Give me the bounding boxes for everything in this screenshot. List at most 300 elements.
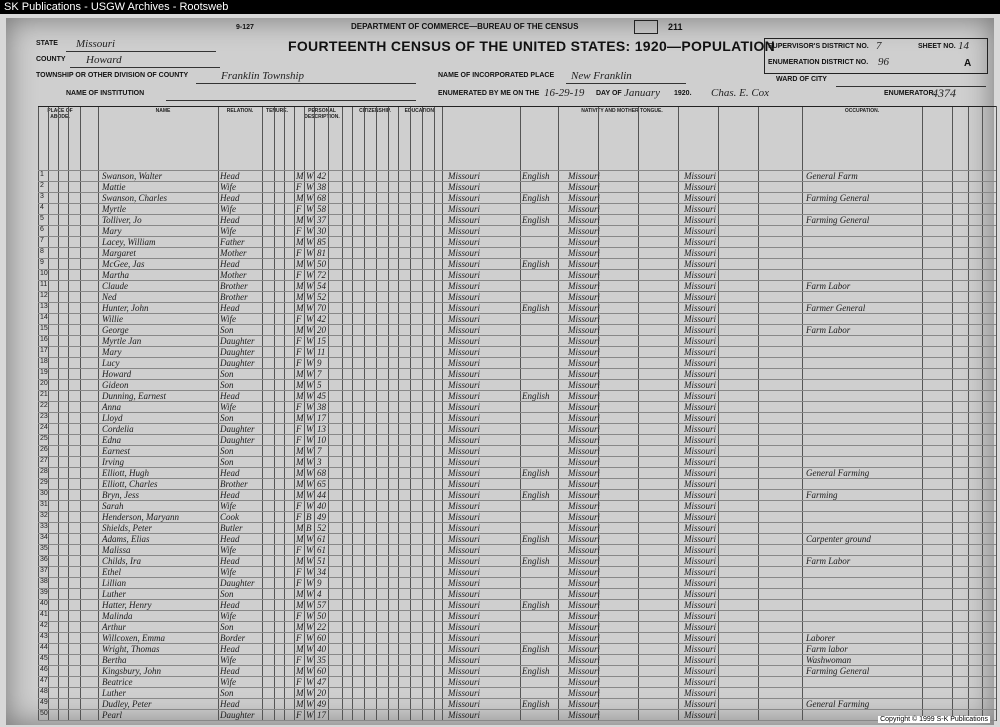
person-name: Wright, Thomas — [102, 644, 160, 654]
relation: Head — [220, 666, 240, 676]
birthplace: Missouri — [448, 182, 481, 192]
birthplace: Missouri — [448, 512, 481, 522]
birthplace: Missouri — [448, 446, 481, 456]
census-page — [6, 18, 994, 725]
father-birthplace: Missouri — [568, 369, 601, 379]
row-number: 25 — [40, 435, 48, 442]
relation: Head — [220, 699, 240, 709]
mother-birthplace: Missouri — [684, 490, 717, 500]
grid-row-rule — [38, 335, 996, 336]
mother-birthplace: Missouri — [684, 424, 717, 434]
relation: Wife — [220, 182, 236, 192]
race: W — [306, 193, 314, 203]
age: 35 — [317, 655, 326, 665]
race: W — [306, 204, 314, 214]
race: W — [306, 556, 314, 566]
person-name: Gideon — [102, 380, 129, 390]
ward-label: WARD OF CITY — [776, 76, 827, 83]
sex: F — [296, 677, 302, 687]
relation: Head — [220, 303, 240, 313]
age: 57 — [317, 600, 326, 610]
race: W — [306, 677, 314, 687]
sex: F — [296, 512, 302, 522]
person-name: Hunter, John — [102, 303, 149, 313]
age: 52 — [317, 523, 326, 533]
state-value: Missouri — [76, 38, 116, 50]
person-name: Margaret — [102, 248, 136, 258]
father-birthplace: Missouri — [568, 424, 601, 434]
mother-tongue: English — [522, 391, 550, 401]
occupation: Farmer General — [806, 303, 866, 313]
birthplace: Missouri — [448, 226, 481, 236]
mother-tongue: English — [522, 644, 550, 654]
grid-column-rule — [314, 106, 315, 721]
father-birthplace: Missouri — [568, 435, 601, 445]
mother-birthplace: Missouri — [684, 270, 717, 280]
relation: Head — [220, 534, 240, 544]
person-name: Arthur — [102, 622, 127, 632]
grid-column-rule — [434, 106, 435, 721]
grid-column-rule — [58, 106, 59, 721]
birthplace: Missouri — [448, 688, 481, 698]
father-birthplace: Missouri — [568, 270, 601, 280]
relation: Head — [220, 171, 240, 181]
person-name: Malissa — [102, 545, 131, 555]
race: W — [306, 182, 314, 192]
sex: M — [296, 589, 304, 599]
person-name: Lacey, William — [102, 237, 156, 247]
person-name: Dudley, Peter — [102, 699, 152, 709]
relation: Wife — [220, 655, 236, 665]
enumerated-day: 16-29-19 — [544, 87, 585, 99]
relation: Cook — [220, 512, 239, 522]
sex: M — [296, 446, 304, 456]
birthplace: Missouri — [448, 435, 481, 445]
row-number: 3 — [40, 193, 44, 200]
age: 60 — [317, 633, 326, 643]
sex: M — [296, 688, 304, 698]
age: 9 — [317, 578, 322, 588]
county-line — [70, 67, 220, 68]
father-birthplace: Missouri — [568, 578, 601, 588]
mother-birthplace: Missouri — [684, 567, 717, 577]
mother-birthplace: Missouri — [684, 281, 717, 291]
birthplace: Missouri — [448, 501, 481, 511]
race: B — [306, 523, 312, 533]
row-number: 39 — [40, 589, 48, 596]
sex: M — [296, 281, 304, 291]
relation: Father — [220, 237, 245, 247]
mother-birthplace: Missouri — [684, 380, 717, 390]
grid-column-rule — [520, 106, 521, 721]
father-birthplace: Missouri — [568, 512, 601, 522]
mother-birthplace: Missouri — [684, 413, 717, 423]
grid-column-rule — [352, 106, 353, 721]
department-heading: DEPARTMENT OF COMMERCE—BUREAU OF THE CENSUS — [351, 22, 579, 31]
sheet-letter: A — [964, 58, 972, 69]
relation: Wife — [220, 226, 236, 236]
person-name: Myrtle Jan — [102, 336, 142, 346]
birthplace: Missouri — [448, 248, 481, 258]
mother-birthplace: Missouri — [684, 215, 717, 225]
sex: F — [296, 435, 302, 445]
person-name: Hatter, Henry — [102, 600, 152, 610]
grid-column-rule — [218, 106, 219, 721]
race: W — [306, 358, 314, 368]
grid-column-rule — [274, 106, 275, 721]
relation: Daughter — [220, 424, 255, 434]
person-name: Lucy — [102, 358, 120, 368]
birthplace: Missouri — [448, 193, 481, 203]
mother-birthplace: Missouri — [684, 589, 717, 599]
occupation: Farm Labor — [806, 281, 851, 291]
person-name: Anna — [102, 402, 121, 412]
relation: Wife — [220, 204, 236, 214]
row-number: 41 — [40, 611, 48, 618]
row-number: 24 — [40, 424, 48, 431]
person-name: Swanson, Charles — [102, 193, 168, 203]
grid-column-rule — [364, 106, 365, 721]
row-number: 21 — [40, 391, 48, 398]
race: W — [306, 303, 314, 313]
father-birthplace: Missouri — [568, 457, 601, 467]
mother-birthplace: Missouri — [684, 314, 717, 324]
mother-birthplace: Missouri — [684, 204, 717, 214]
mother-birthplace: Missouri — [684, 182, 717, 192]
grid-column-rule — [422, 106, 423, 721]
race: W — [306, 369, 314, 379]
enumerator-value: Chas. E. Cox — [711, 87, 770, 99]
grid-row-rule — [38, 313, 996, 314]
mother-birthplace: Missouri — [684, 468, 717, 478]
person-name: Luther — [102, 589, 127, 599]
birthplace: Missouri — [448, 699, 481, 709]
grid-row-rule — [38, 577, 996, 578]
grid-row-rule — [38, 621, 996, 622]
sex: M — [296, 457, 304, 467]
father-birthplace: Missouri — [568, 292, 601, 302]
mother-birthplace: Missouri — [684, 677, 717, 687]
mother-birthplace: Missouri — [684, 633, 717, 643]
relation: Mother — [220, 248, 247, 258]
age: 70 — [317, 303, 326, 313]
race: W — [306, 611, 314, 621]
age: 17 — [317, 710, 326, 720]
person-name: Mary — [102, 226, 122, 236]
age: 40 — [317, 501, 326, 511]
sex: F — [296, 567, 302, 577]
mother-tongue: English — [522, 171, 550, 181]
row-number: 31 — [40, 501, 48, 508]
occupation: Laborer — [806, 633, 836, 643]
grid-column-rule — [638, 106, 639, 721]
relation: Son — [220, 688, 234, 698]
relation: Head — [220, 644, 240, 654]
person-name: McGee, Jas — [102, 259, 145, 269]
father-birthplace: Missouri — [568, 501, 601, 511]
father-birthplace: Missouri — [568, 259, 601, 269]
relation: Son — [220, 457, 234, 467]
age: 22 — [317, 622, 326, 632]
person-name: Irving — [102, 457, 124, 467]
occupation: Farm labor — [806, 644, 848, 654]
relation: Wife — [220, 567, 236, 577]
sex: M — [296, 666, 304, 676]
age: 60 — [317, 666, 326, 676]
father-birthplace: Missouri — [568, 699, 601, 709]
grid-column-rule — [558, 106, 559, 721]
row-number: 49 — [40, 699, 48, 706]
col-citizenship: CITIZENSHIP. — [359, 108, 391, 114]
sex: M — [296, 622, 304, 632]
row-number: 2 — [40, 182, 44, 189]
mother-birthplace: Missouri — [684, 710, 717, 720]
birthplace: Missouri — [448, 578, 481, 588]
grid-row-rule — [38, 676, 996, 677]
birthplace: Missouri — [448, 655, 481, 665]
grid-column-rule — [342, 106, 343, 721]
birthplace: Missouri — [448, 325, 481, 335]
relation: Daughter — [220, 435, 255, 445]
race: W — [306, 237, 314, 247]
father-birthplace: Missouri — [568, 215, 601, 225]
institution-label: NAME OF INSTITUTION — [66, 90, 145, 97]
birthplace: Missouri — [448, 600, 481, 610]
occupation: Farming General — [806, 215, 870, 225]
row-number: 11 — [40, 281, 48, 288]
race: W — [306, 589, 314, 599]
sex: M — [296, 325, 304, 335]
sex: M — [296, 479, 304, 489]
ward-line — [836, 86, 986, 87]
race: W — [306, 314, 314, 324]
birthplace: Missouri — [448, 666, 481, 676]
occupation: General Farming — [806, 468, 870, 478]
grid-column-rule — [48, 106, 49, 721]
grid-row-rule — [38, 401, 996, 402]
relation: Son — [220, 380, 234, 390]
row-number: 15 — [40, 325, 48, 332]
mother-birthplace: Missouri — [684, 347, 717, 357]
supervisor-label: SUPERVISOR'S DISTRICT NO. — [768, 43, 869, 50]
person-name: Bertha — [102, 655, 127, 665]
race: W — [306, 479, 314, 489]
grid-column-rule — [98, 106, 99, 721]
row-number: 23 — [40, 413, 48, 420]
row-number: 36 — [40, 556, 48, 563]
race: W — [306, 490, 314, 500]
person-name: Luther — [102, 688, 127, 698]
birthplace: Missouri — [448, 633, 481, 643]
birthplace: Missouri — [448, 424, 481, 434]
mother-birthplace: Missouri — [684, 556, 717, 566]
age: 38 — [317, 182, 326, 192]
relation: Head — [220, 193, 240, 203]
race: W — [306, 270, 314, 280]
person-name: George — [102, 325, 129, 335]
row-number: 1 — [40, 171, 44, 178]
state-line — [66, 51, 216, 52]
age: 68 — [317, 193, 326, 203]
grid-row-rule — [38, 203, 996, 204]
father-birthplace: Missouri — [568, 523, 601, 533]
person-name: Sarah — [102, 501, 124, 511]
grid-row-rule — [38, 709, 996, 710]
age: 85 — [317, 237, 326, 247]
relation: Brother — [220, 479, 248, 489]
birthplace: Missouri — [448, 336, 481, 346]
race: W — [306, 402, 314, 412]
father-birthplace: Missouri — [568, 336, 601, 346]
race: W — [306, 501, 314, 511]
row-number: 44 — [40, 644, 48, 651]
age: 30 — [317, 226, 326, 236]
person-name: Edna — [102, 435, 121, 445]
grid-column-rule — [410, 106, 411, 721]
sex: F — [296, 226, 302, 236]
grid-row-rule — [38, 181, 996, 182]
mother-birthplace: Missouri — [684, 611, 717, 621]
mother-tongue: English — [522, 600, 550, 610]
relation: Daughter — [220, 347, 255, 357]
person-name: Mattie — [102, 182, 126, 192]
occupation: General Farming — [806, 699, 870, 709]
person-name: Henderson, Maryann — [102, 512, 179, 522]
person-name: Shields, Peter — [102, 523, 152, 533]
person-name: Willie — [102, 314, 123, 324]
mother-tongue: English — [522, 259, 550, 269]
father-birthplace: Missouri — [568, 303, 601, 313]
sex: M — [296, 391, 304, 401]
supervisor-value: 7 — [876, 40, 882, 52]
mother-birthplace: Missouri — [684, 501, 717, 511]
copyright-notice: Copyright © 1999 S-K Publications — [880, 716, 988, 723]
birthplace: Missouri — [448, 204, 481, 214]
mother-birthplace: Missouri — [684, 369, 717, 379]
sex: F — [296, 358, 302, 368]
father-birthplace: Missouri — [568, 204, 601, 214]
age: 10 — [317, 435, 326, 445]
person-name: Elliott, Charles — [102, 479, 158, 489]
col-name: NAME — [155, 108, 171, 114]
grid-row-rule — [38, 357, 996, 358]
grid-column-rule — [68, 106, 69, 721]
grid-row-rule — [38, 720, 996, 721]
age: 50 — [317, 611, 326, 621]
mother-birthplace: Missouri — [684, 303, 717, 313]
grid-row-rule — [38, 511, 996, 512]
row-number: 5 — [40, 215, 44, 222]
birthplace: Missouri — [448, 215, 481, 225]
grid-column-rule — [442, 106, 443, 721]
age: 51 — [317, 556, 326, 566]
occupation: General Farm — [806, 171, 858, 181]
sex: F — [296, 402, 302, 412]
sex: M — [296, 237, 304, 247]
window-title: SK Publications - USGW Archives - Rootsweb — [0, 0, 1000, 14]
col-tenure: TENURE. — [266, 108, 288, 114]
grid-column-rule — [968, 106, 969, 721]
grid-column-rule — [294, 106, 295, 721]
father-birthplace: Missouri — [568, 490, 601, 500]
mother-tongue: English — [522, 556, 550, 566]
sex: M — [296, 259, 304, 269]
age: 47 — [317, 677, 326, 687]
race: W — [306, 391, 314, 401]
mother-birthplace: Missouri — [684, 325, 717, 335]
father-birthplace: Missouri — [568, 567, 601, 577]
occupation: Washwoman — [806, 655, 852, 665]
township-value: Franklin Township — [221, 70, 305, 82]
sex: F — [296, 248, 302, 258]
sex: M — [296, 303, 304, 313]
day-of-label: DAY OF — [596, 90, 622, 97]
person-name: Elliott, Hugh — [102, 468, 149, 478]
enumeration-value: 96 — [878, 56, 889, 68]
row-number: 10 — [40, 270, 48, 277]
grid-row-rule — [38, 489, 996, 490]
father-birthplace: Missouri — [568, 446, 601, 456]
grid-row-rule — [38, 687, 996, 688]
race: W — [306, 468, 314, 478]
birthplace: Missouri — [448, 479, 481, 489]
grid-column-rule — [376, 106, 377, 721]
father-birthplace: Missouri — [568, 380, 601, 390]
father-birthplace: Missouri — [568, 556, 601, 566]
mother-birthplace: Missouri — [684, 435, 717, 445]
birthplace: Missouri — [448, 292, 481, 302]
father-birthplace: Missouri — [568, 391, 601, 401]
relation: Daughter — [220, 710, 255, 720]
census-title: FOURTEENTH CENSUS OF THE UNITED STATES: 1920—POPULATION — [288, 38, 776, 54]
age: 40 — [317, 644, 326, 654]
grid-row-rule — [38, 291, 996, 292]
race: W — [306, 534, 314, 544]
race: W — [306, 380, 314, 390]
mother-birthplace: Missouri — [684, 523, 717, 533]
person-name: Claude — [102, 281, 128, 291]
grid-row-rule — [38, 555, 996, 556]
grid-row-rule — [38, 445, 996, 446]
incorporated-value: New Franklin — [571, 70, 632, 82]
row-number: 43 — [40, 633, 48, 640]
mother-birthplace: Missouri — [684, 534, 717, 544]
birthplace: Missouri — [448, 644, 481, 654]
township-label: TOWNSHIP OR OTHER DIVISION OF COUNTY — [36, 72, 189, 79]
birthplace: Missouri — [448, 490, 481, 500]
race: W — [306, 435, 314, 445]
township-line — [196, 83, 416, 84]
birthplace: Missouri — [448, 622, 481, 632]
person-name: Myrtle — [102, 204, 126, 214]
occupation: Farm Labor — [806, 325, 851, 335]
age: 20 — [317, 325, 326, 335]
page-mark: 4374 — [932, 86, 956, 100]
relation: Wife — [220, 545, 236, 555]
grid-column-rule — [996, 106, 997, 721]
age: 45 — [317, 391, 326, 401]
mother-birthplace: Missouri — [684, 292, 717, 302]
person-name: Mary — [102, 347, 122, 357]
row-number: 8 — [40, 248, 44, 255]
grid-row-rule — [38, 588, 996, 589]
row-number: 29 — [40, 479, 48, 486]
enumerated-label: ENUMERATED BY ME ON THE — [438, 90, 540, 97]
mother-birthplace: Missouri — [684, 237, 717, 247]
mother-birthplace: Missouri — [684, 358, 717, 368]
sex: F — [296, 611, 302, 621]
father-birthplace: Missouri — [568, 413, 601, 423]
